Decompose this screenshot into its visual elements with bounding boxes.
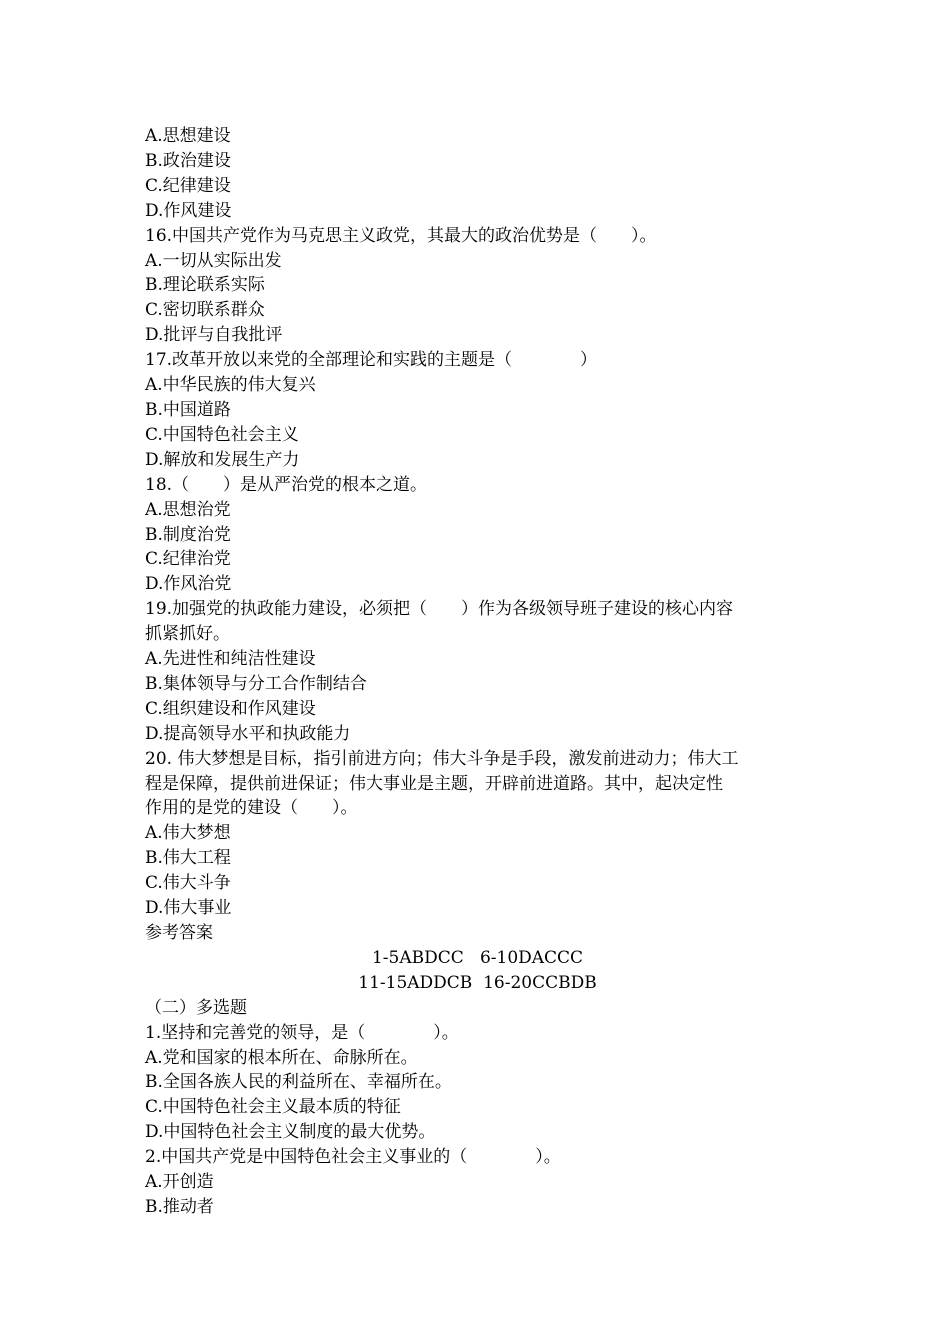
text-line: B.制度治党 [145, 524, 231, 545]
text-line: 17.改革开放以来党的全部理论和实践的主题是（ ） [145, 350, 598, 371]
text-line: 程是保障，提供前进保证；伟大事业是主题，开辟前进道路。其中，起决定性 [145, 773, 723, 794]
text-line: A.先进性和纯洁性建设 [145, 649, 316, 670]
text-line: B.全国各族人民的利益所在、幸福所在。 [145, 1072, 452, 1093]
text-line: （二）多选题 [145, 997, 247, 1018]
text-line: 16.中国共产党作为马克思主义政党，其最大的政治优势是（ ）。 [145, 225, 657, 246]
text-line: 抓紧抓好。 [145, 624, 230, 645]
text-line: A.中华民族的伟大复兴 [145, 375, 316, 396]
text-line: B.政治建设 [145, 150, 231, 171]
text-line: A.思想治党 [145, 499, 231, 520]
text-line: D.提高领导水平和执政能力 [145, 723, 351, 744]
answer-key-line: 11-15ADDCB 16-20CCBDB [358, 972, 597, 993]
text-line: 参考答案 [145, 923, 213, 943]
text-line: 2.中国共产党是中国特色社会主义事业的（ ）。 [145, 1147, 561, 1168]
text-line: D.作风治党 [145, 574, 232, 595]
text-line: A.党和国家的根本所在、命脉所在。 [145, 1047, 418, 1068]
text-line: 20. 伟大梦想是目标，指引前进方向；伟大斗争是手段，激发前进动力；伟大工 [145, 748, 739, 769]
text-line: D.中国特色社会主义制度的最大优势。 [145, 1122, 436, 1143]
text-line: B.伟大工程 [145, 848, 231, 869]
text-line: C.密切联系群众 [145, 300, 265, 321]
text-line: 1.坚持和完善党的领导，是（ ）。 [145, 1022, 459, 1043]
text-line: B.推动者 [145, 1196, 214, 1217]
text-line: D.解放和发展生产力 [145, 449, 300, 470]
text-line: 18.（ ）是从严治党的根本之道。 [145, 474, 428, 495]
text-line: C.组织建设和作风建设 [145, 698, 316, 719]
text-line: 作用的是党的建设（ ）。 [145, 798, 358, 819]
text-line: A.开创造 [145, 1172, 214, 1193]
text-line: A.一切从实际出发 [145, 250, 282, 271]
text-line: B.中国道路 [145, 399, 231, 420]
text-line: C.中国特色社会主义 [145, 424, 299, 445]
text-line: C.纪律建设 [145, 175, 231, 196]
text-line: A.伟大梦想 [145, 823, 231, 844]
document-body [145, 124, 810, 1220]
answer-key-line: 1-5ABDCC 6-10DACCC [371, 947, 584, 968]
text-line: A.思想建设 [145, 126, 231, 146]
text-line: C.伟大斗争 [145, 873, 231, 894]
text-line: D.批评与自我批评 [145, 325, 283, 346]
text-line: D.作风建设 [145, 200, 232, 221]
text-line: B.理论联系实际 [145, 275, 265, 296]
text-line: C.中国特色社会主义最本质的特征 [145, 1097, 401, 1118]
text-line: 19.加强党的执政能力建设，必须把（ ）作为各级领导班子建设的核心内容 [145, 599, 734, 620]
text-line: D.伟大事业 [145, 898, 232, 919]
text-line: B.集体领导与分工合作制结合 [145, 673, 367, 694]
text-line: C.纪律治党 [145, 549, 231, 570]
